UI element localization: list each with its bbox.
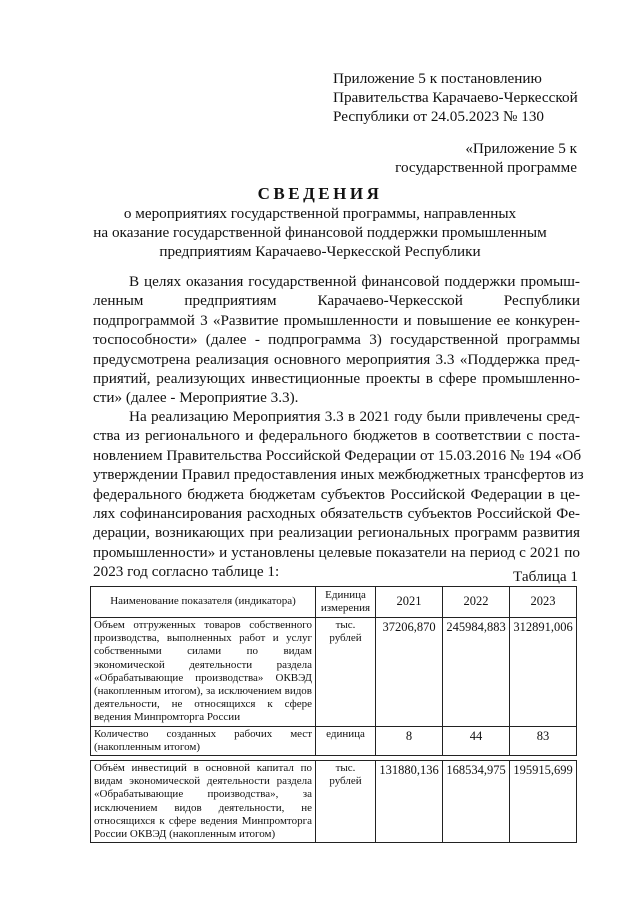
annex-line: государственной программе bbox=[395, 159, 577, 176]
annex-line: Приложение 5 к постановлению bbox=[333, 70, 542, 87]
annex-line: Правительства Карачаево-Черкесской bbox=[333, 89, 578, 106]
paragraph-line: промышленности» и установлены целевые показатели на период с 2021 по bbox=[93, 543, 580, 561]
paragraph-line: приятий, реализующих инвестиционные проекты в сфере промышленно- bbox=[93, 369, 580, 387]
paragraph-line: федерального бюджета бюджетам субъектов Российской Федерации в це- bbox=[93, 485, 580, 503]
table-row bbox=[91, 726, 577, 755]
annex-program-header bbox=[395, 139, 577, 177]
paragraph-line: лях софинансирования расходных обязательств субъектов Российской Фе- bbox=[93, 504, 580, 522]
paragraph-funding bbox=[93, 407, 584, 582]
annex-line: «Приложение 5 к bbox=[465, 140, 577, 157]
indicator-unit: единица bbox=[316, 726, 376, 755]
value-2022: 168534,975 bbox=[443, 761, 510, 843]
annex-line: Республики от 24.05.2023 № 130 bbox=[333, 108, 545, 125]
document-subtitle bbox=[0, 204, 640, 261]
header-year-2023: 2023 bbox=[510, 587, 577, 618]
value-2023: 83 bbox=[510, 726, 577, 755]
indicator-name: Объём инвестиций в основной капитал по видам экономической деятельности раздела «Обрабатывающие производства», за исключением видов деятельности, не относящихся к сфере ведения Минпромторга России ОКВЭД (накопленным итогом) bbox=[91, 761, 316, 843]
paragraph-line: 2023 год согласно таблице 1: bbox=[93, 563, 280, 581]
subtitle-line: о мероприятиях государственной программы, направленных bbox=[123, 205, 517, 222]
value-2022: 44 bbox=[443, 726, 510, 755]
value-2021: 131880,136 bbox=[376, 761, 443, 843]
value-2023: 195915,699 bbox=[510, 761, 577, 843]
paragraph-line: ленным предприятиям Карачаево-Черкесской Республики bbox=[93, 292, 580, 310]
header-unit: Единица измерения bbox=[316, 587, 376, 618]
value-2021: 8 bbox=[376, 726, 443, 755]
indicators-table bbox=[90, 586, 577, 843]
paragraph-line: тоспособности» (далее - подпрограмма 3) государственной программы bbox=[93, 331, 580, 349]
paragraph-support-purpose bbox=[93, 272, 580, 408]
paragraph-line: На реализацию Мероприятия 3.3 в 2021 году были привлечены сред- bbox=[129, 408, 580, 425]
header-indicator-name: Наименование показателя (индикатора) bbox=[91, 587, 316, 618]
header-year-2021: 2021 bbox=[376, 587, 443, 618]
indicator-name: Объем отгруженных товаров собственного производства, выполненных работ и услуг собственными силами по видам экономической деятельности раздела «Обрабатывающие производства» ОКВЭД (накопленным итогом), за исключением видов деятельности, не относящихся к сфере ведения Минпромторга России bbox=[91, 618, 316, 727]
table-row bbox=[91, 618, 577, 727]
subtitle-line: на оказание государственной финансовой поддержки промышленным bbox=[93, 224, 547, 241]
paragraph-line: утверждении Правил предоставления иных межбюджетных трансфертов из bbox=[93, 466, 584, 484]
value-2021: 37206,870 bbox=[376, 618, 443, 727]
indicator-unit: тыс. рублей bbox=[316, 618, 376, 727]
paragraph-line: предусмотрена реализация основного мероприятия 3.3 «Поддержка пред- bbox=[93, 350, 580, 368]
subtitle-line: предприятиям Карачаево-Черкесской Республики bbox=[159, 243, 481, 260]
paragraph-line: подпрограммой 3 «Развитие промышленности и повышение ее конкурен- bbox=[93, 311, 580, 329]
annex-resolution-header bbox=[333, 69, 578, 126]
paragraph-line: В целях оказания государственной финансовой поддержки промыш- bbox=[129, 273, 580, 290]
paragraph-line: новлением Правительства Российской Федерации от 15.03.2016 № 194 «Об bbox=[93, 446, 582, 464]
document-title: СВЕДЕНИЯ bbox=[257, 184, 383, 203]
indicator-unit: тыс. рублей bbox=[316, 761, 376, 843]
paragraph-line: ства из регионального и федерального бюджетов в соответствии с поста- bbox=[93, 427, 580, 445]
paragraph-line: сти» (далее - Мероприятие 3.3). bbox=[93, 389, 299, 407]
table-caption: Таблица 1 bbox=[513, 568, 578, 585]
value-2022: 245984,883 bbox=[443, 618, 510, 727]
value-2023: 312891,006 bbox=[510, 618, 577, 727]
table-header-row bbox=[91, 587, 577, 618]
paragraph-line: дерации, возникающих при реализации региональных программ развития bbox=[93, 524, 580, 542]
header-year-2022: 2022 bbox=[443, 587, 510, 618]
indicator-name: Количество созданных рабочих мест (накопленным итогом) bbox=[91, 726, 316, 755]
table-row bbox=[91, 761, 577, 843]
